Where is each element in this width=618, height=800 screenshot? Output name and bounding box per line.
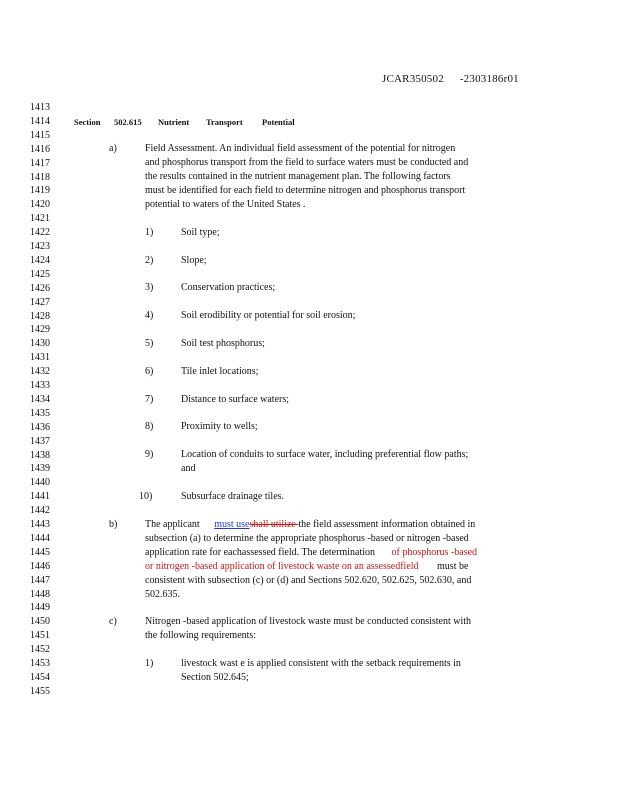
subsection-b-line-6: 502.635. [145, 589, 180, 600]
line-number: 1444 [30, 532, 50, 544]
subsection-a-line-2: and phosphorus transport from the field to surface waters must be conducted and [145, 157, 469, 168]
doc-revision: -2303186r01 [459, 73, 519, 85]
document-header [382, 73, 519, 85]
line-number: 1429 [30, 324, 50, 336]
subsection-a-line-5: potential to waters of the United States . [145, 199, 306, 210]
line-number: 1436 [30, 421, 50, 433]
item-2-number: 2) [145, 255, 154, 266]
item-9-number: 9) [145, 449, 154, 460]
line-number: 1433 [30, 380, 50, 391]
subsection-b-line-3 [145, 547, 477, 559]
subsection-c-line-1: Nitrogen -based application of livestock waste must be conducted consistent with [145, 616, 472, 627]
section-number: 502.615 [114, 117, 142, 127]
item-1-number: 1) [145, 227, 154, 238]
item-1-text: Soil type; [181, 227, 220, 238]
item-7-number: 7) [145, 394, 154, 405]
line-number: 1414 [30, 115, 50, 127]
item-3-number: 3) [145, 282, 154, 293]
item-10-text: Subsurface drainage tiles. [181, 491, 285, 502]
line-number: 1449 [30, 602, 50, 614]
line-number: 1455 [30, 685, 50, 697]
line-number: 1450 [30, 616, 50, 628]
line-number: 1451 [30, 630, 50, 642]
line-number: 1416 [30, 143, 50, 155]
line-number: 1437 [30, 435, 50, 447]
item-5-text: Soil test phosphorus; [181, 338, 265, 349]
item-3-text: Conservation practices; [181, 282, 276, 293]
changed-text: of phosphorus -based [391, 547, 478, 558]
line-number: 1434 [30, 393, 50, 405]
subsection-c-line-2: the following requirements: [145, 630, 257, 641]
line-number: 1435 [30, 407, 50, 419]
subsection-a-line-3: the results contained in the nutrient management plan. The following factors [145, 171, 451, 182]
subsection-b-line-5: consistent with subsection (c) or (d) and Sections 502.620, 502.625, 502.630, and [145, 575, 472, 586]
line-number: 1426 [30, 282, 50, 294]
line-number: 1448 [30, 588, 50, 600]
subsection-b-line-1-start: The applicant [145, 519, 200, 530]
subsection-b-line-3-start: application rate for eachassessed field. The determination [145, 547, 375, 558]
line-number: 1424 [30, 254, 50, 266]
line-number: 1422 [30, 227, 50, 239]
item-8-number: 8) [145, 421, 154, 432]
line-number: 1413 [30, 102, 50, 113]
section-title-word-3: Potential [262, 117, 295, 127]
line-number: 1432 [30, 366, 50, 378]
line-number: 1452 [30, 644, 50, 656]
subsection-b-line-1 [145, 519, 475, 531]
subsection-b-line-4-end: must be [437, 561, 469, 572]
line-number: 1447 [30, 574, 50, 586]
line-number: 1425 [30, 268, 50, 280]
line-number: 1423 [30, 241, 50, 252]
changed-text-continued: or nitrogen -based application of livestock waste on an assessedfield [145, 561, 419, 572]
inserted-text: must use [214, 519, 250, 530]
item-7-text: Distance to surface waters; [181, 394, 290, 405]
line-number: 1445 [30, 546, 50, 558]
subsection-c-item-1-line-2: Section 502.645; [181, 672, 249, 683]
line-number: 1439 [30, 463, 50, 475]
subsection-b-line-4 [145, 561, 468, 573]
section-label: Section [74, 117, 101, 127]
line-number: 1442 [30, 505, 50, 517]
line-number: 1417 [30, 157, 50, 169]
item-2-text: Slope; [181, 255, 207, 266]
line-number: 1420 [30, 199, 50, 211]
line-number: 1443 [30, 519, 50, 530]
subsection-a-marker: a) [109, 143, 117, 154]
subsection-b-marker: b) [109, 519, 118, 530]
subsection-b-line-2: subsection (a) to determine the appropriate phosphorus -based or nitrogen -based [145, 533, 469, 544]
subsection-a-line-1: Field Assessment. An individual field assessment of the potential for nitrogen [145, 143, 456, 154]
line-number: 1418 [30, 171, 50, 183]
line-number: 1419 [30, 185, 50, 197]
section-title-word-2: Transport [206, 117, 243, 127]
subsection-c-item-1-line-1: livestock wast e is applied consistent with the setback requirements in [181, 658, 461, 669]
line-number: 1453 [30, 658, 50, 669]
line-number: 1427 [30, 296, 50, 308]
item-5-number: 5) [145, 338, 154, 349]
line-number: 1454 [30, 671, 50, 683]
subsection-c-marker: c) [109, 616, 117, 627]
item-9-text-continued: and [181, 463, 196, 474]
doc-id: JCAR350502 [382, 73, 444, 85]
deleted-text: shall utilize [249, 519, 299, 530]
line-number: 1415 [30, 129, 50, 141]
line-number: 1438 [30, 449, 50, 461]
subsection-a-line-4: must be identified for each field to determine nitrogen and phosphorus transport [145, 185, 466, 196]
line-number: 1428 [30, 310, 50, 322]
section-title-word-1: Nutrient [158, 117, 190, 127]
item-10-number: 10) [139, 491, 153, 502]
item-6-text: Tile inlet locations; [181, 366, 259, 377]
line-number: 1431 [30, 352, 50, 364]
subsection-b-line-1-end: the field assessment information obtained in [298, 519, 476, 530]
item-4-text: Soil erodibility or potential for soil erosion; [181, 310, 356, 321]
line-number: 1430 [30, 338, 50, 350]
item-6-number: 6) [145, 366, 154, 377]
line-number: 1421 [30, 213, 50, 225]
line-number: 1441 [30, 491, 50, 503]
item-4-number: 4) [145, 310, 154, 321]
item-9-text: Location of conduits to surface water, including preferential flow paths; [181, 449, 469, 460]
subsection-c-item-1-number: 1) [145, 658, 154, 669]
line-number: 1440 [30, 477, 50, 489]
line-number: 1446 [30, 560, 50, 572]
item-8-text: Proximity to wells; [181, 421, 258, 432]
